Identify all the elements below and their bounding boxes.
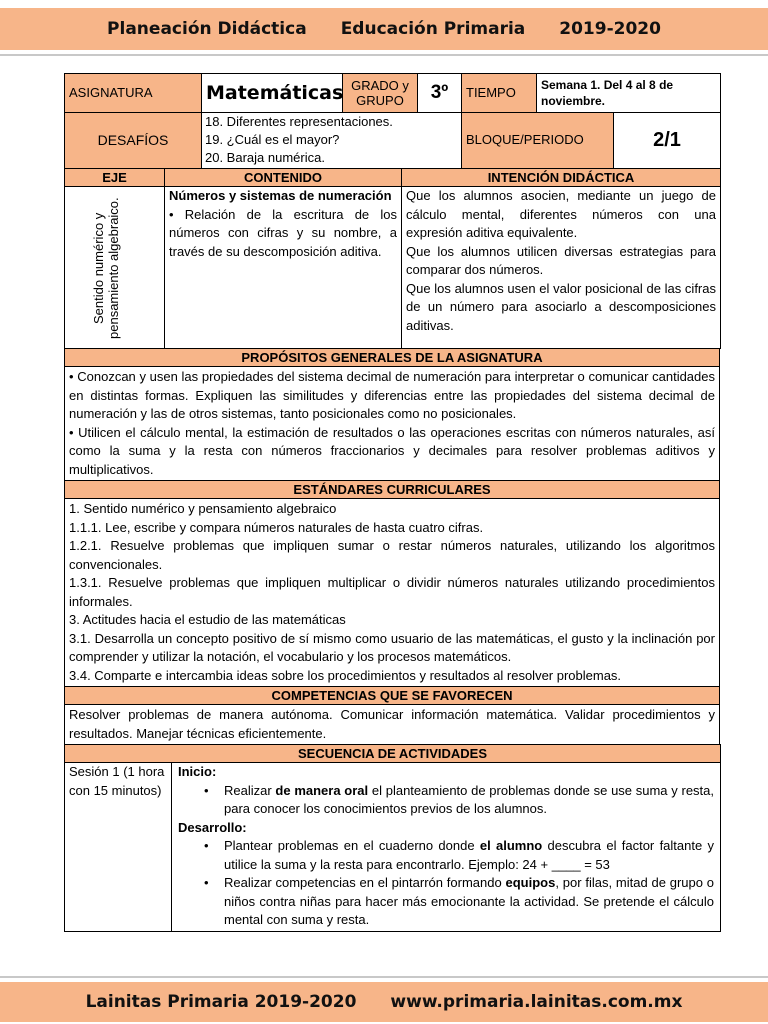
competencias-header: COMPETENCIAS QUE SE FAVORECEN [65,687,720,705]
eje-header: EJE [65,169,165,187]
estandares-table [64,480,720,687]
intencion-item: Que los alumnos usen el valor posicional de las cifras de un número para asociarlo a descomposiciones aditivas. [406,280,716,333]
intencion-cell [402,187,721,349]
estandar-item: 3. Actitudes hacia el estudio de las matemáticas [69,612,346,627]
asignatura-label: ASIGNATURA [65,74,202,113]
propositos-header: PROPÓSITOS GENERALES DE LA ASIGNATURA [65,349,720,367]
grado-label: GRADO y GRUPO [343,74,418,113]
competencias-table [64,686,720,745]
estandar-item: 3.4. Comparte e intercambia ideas sobre los procedimientos y resultados al resolver problemas. [69,667,622,683]
desarrollo-list [178,837,714,930]
info-table [64,73,721,169]
proposito-item: • Conozcan y usen las propiedades del sistema decimal de numeración para interpretar o comunicar cantidades en distintas formas. Expliquen las similitudes y diferencias entre las propiedades del sistema decimal de numeración y las de otros sistemas, tanto posicionales como no posicionales. [69,369,715,421]
estandar-item: 1. Sentido numérico y pensamiento algebraico [69,501,337,516]
activity-item [178,874,714,930]
lesson-plan-document [64,73,720,932]
propositos-table [64,348,720,481]
header-year: 2019-2020 [559,19,661,39]
desafios-label: DESAFÍOS [65,113,202,169]
footer-banner [0,982,768,1022]
activity-text: descubra el factor faltante y utilice la suma y la resta para encontrarlo. Ejemplo: 24 + ____ = 53 [224,838,715,872]
estandar-item: 3.1. Desarrolla un concepto positivo de sí mismo como usuario de las matemáticas, el gusto y la inclinación por comprender y utilizar la notación, el vocabulario y los procesos matemáticos. [69,630,715,664]
intencion-item: Que los alumnos asocien, mediante un juego de cálculo mental, diferentes números con una expresión aditiva equivalente. [406,188,716,240]
estandares-header: ESTÁNDARES CURRICULARES [65,481,720,499]
contenido-cell [165,187,402,349]
bloque-label: BLOQUE/PERIODO [462,113,614,169]
competencias-text: Resolver problemas de manera autónoma. Comunicar información matemática. Validar procedimientos y resultados. Manejar técnicas eficientemente. [65,705,720,745]
footer-divider [0,976,768,978]
header-divider [0,54,768,56]
session-label: Sesión 1 (1 hora con 15 minutos) [65,763,172,932]
grado-value: 3º [418,74,462,113]
activity-item [178,837,714,874]
activity-text: Plantear problemas en el cuaderno donde [224,838,480,853]
activity-text: el planteamiento de problemas donde se use suma y resta, para conocer los conocimientos previos de los alumnos. [224,782,715,816]
proposito-item: • Utilicen el cálculo mental, la estimación de resultados o las operaciones escritas con números naturales, así como la suma y la resta con números fraccionarios y decimales para resolver problemas aditivos y multiplicativos. [69,424,715,477]
session-activities [172,763,721,932]
estandar-item: 1.2.1. Resuelve problemas que impliquen sumar o restar números naturales, utilizando los algoritmos convencionales. [69,538,715,572]
eje-value: Sentido numérico y pensamiento algebraico. [90,196,121,339]
desafios-list [202,113,462,169]
desafio-item: 19. ¿Cuál es el mayor? [205,132,340,147]
bloque-value: 2/1 [614,113,721,169]
activity-item [178,782,714,819]
asignatura-value: Matemáticas [202,74,343,113]
estandares-cell [65,499,720,687]
header-title: Planeación Didáctica [107,19,307,39]
contenido-title: Números y sistemas de numeración [169,188,392,203]
footer-url: www.primaria.lainitas.com.mx [390,992,683,1012]
contenido-header: CONTENIDO [165,169,402,187]
desafio-item: 18. Diferentes representaciones. [205,114,393,129]
inicio-label: Inicio: [178,764,217,779]
intencion-item: Que los alumnos utilicen diversas estrategias para comparar dos números. [406,243,716,277]
activity-emphasis: el alumno [479,838,543,853]
desafio-item: 20. Baraja numérica. [205,150,325,165]
contenido-text: • Relación de la escritura de los números con cifras y su nombre, a través de su descomposición aditiva. [169,206,397,259]
eje-contenido-table [64,168,721,349]
intencion-header: INTENCIÓN DIDÁCTICA [402,169,721,187]
secuencia-header: SECUENCIA DE ACTIVIDADES [65,745,721,763]
activity-text: , por filas, mitad de grupo o niños contra niñas para hacer más emocionante la actividad. Se pretende el cálculo mental con suma y resta. [224,875,715,927]
footer-left: Lainitas Primaria 2019-2020 [85,992,357,1012]
tiempo-value: Semana 1. Del 4 al 8 de noviembre. [537,74,721,113]
eje-cell [65,187,165,349]
estandar-item: 1.1.1. Lee, escribe y compara números naturales de hasta cuatro cifras. [69,519,484,535]
inicio-list [178,782,714,819]
tiempo-label: TIEMPO [462,74,537,113]
secuencia-table [64,744,721,932]
activity-emphasis: equipos [505,875,556,890]
activity-text: Realizar [224,782,276,798]
activity-emphasis: de manera oral [275,782,369,798]
desarrollo-label: Desarrollo: [178,819,247,835]
header-banner [0,8,768,50]
estandar-item: 1.3.1. Resuelve problemas que impliquen multiplicar o dividir números naturales utilizando procedimientos informales. [69,575,715,609]
activity-text: Realizar competencias en el pintarrón formando [224,875,506,890]
propositos-cell [65,367,720,481]
header-level: Educación Primaria [340,19,526,39]
